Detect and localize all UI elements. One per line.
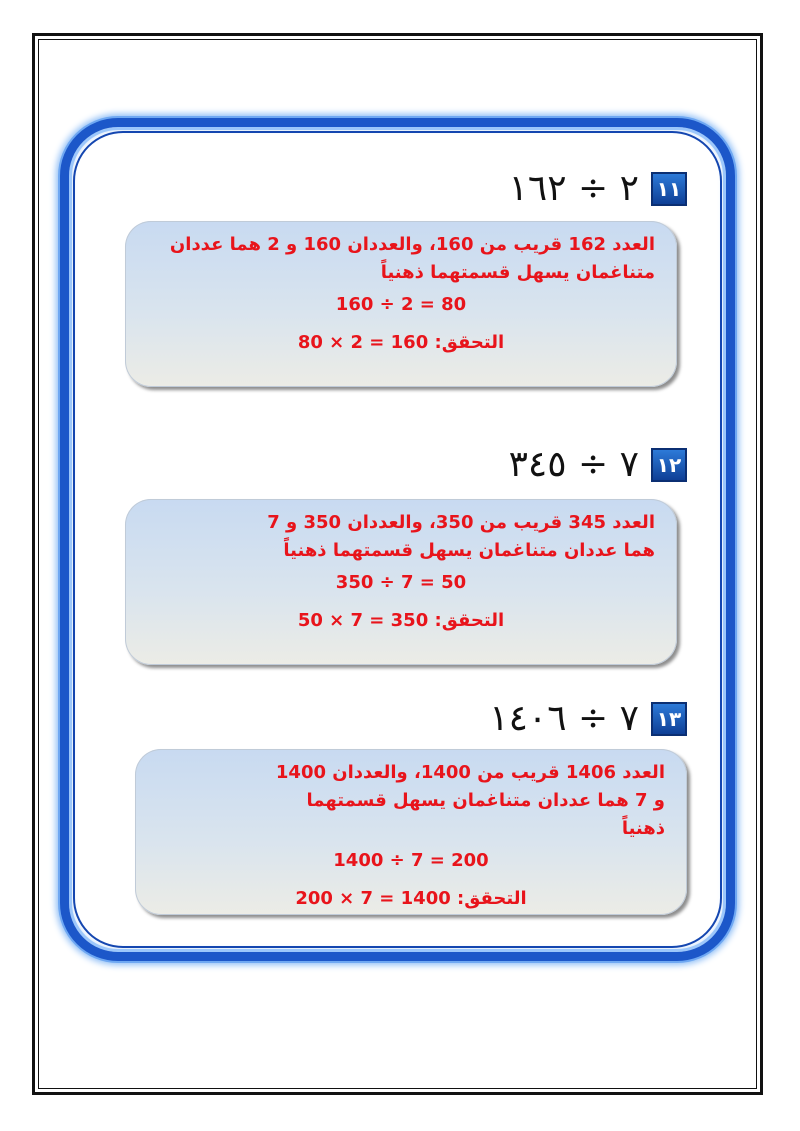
problem-expression: ٧ ÷ ١٤٠٦ xyxy=(489,698,639,739)
solution-check xyxy=(147,329,655,357)
problem-expression: ٢ ÷ ١٦٢ xyxy=(508,168,639,209)
check-equation: 50 × 7 = 350 xyxy=(297,610,429,631)
solution-explanation: العدد 345 قريب من 350، والعددان 350 و 7 هما عددان متناغمان يسهل قسمتهما ذهنياً xyxy=(267,512,655,561)
solution-equation: 160 ÷ 2 = 80 xyxy=(335,294,467,315)
problem-header-13 xyxy=(489,698,687,739)
check-label: التحقق: xyxy=(434,610,505,631)
check-equation: 200 × 7 = 1400 xyxy=(295,888,451,909)
solution-card-11 xyxy=(125,221,677,387)
problem-expression: ٧ ÷ ٣٤٥ xyxy=(508,444,639,485)
check-equation: 80 × 2 = 160 xyxy=(297,332,429,353)
solution-equation: 1400 ÷ 7 = 200 xyxy=(333,850,489,871)
problem-header-11 xyxy=(509,168,687,209)
problem-number-badge: ١١ xyxy=(651,172,687,206)
problem-header-12 xyxy=(509,444,687,485)
solution-check xyxy=(157,885,665,913)
check-label: التحقق: xyxy=(434,332,505,353)
solution-card-12 xyxy=(125,499,677,665)
solution-check xyxy=(147,607,655,635)
check-label: التحقق: xyxy=(457,888,527,909)
problem-number-badge: ١٣ xyxy=(651,702,687,736)
solution-explanation: العدد 1406 قريب من 1400، والعددان 1400 و 7 هما عددان متناغمان يسهل قسمتهما ذهنياً xyxy=(275,762,665,839)
solution-card-13 xyxy=(135,749,687,915)
solution-equation: 350 ÷ 7 = 50 xyxy=(335,572,467,593)
solution-explanation: العدد 162 قريب من 160، والعددان 160 و 2 هما عددان متناغمان يسهل قسمتهما ذهنياً xyxy=(169,234,655,283)
problem-number-badge: ١٢ xyxy=(651,448,687,482)
